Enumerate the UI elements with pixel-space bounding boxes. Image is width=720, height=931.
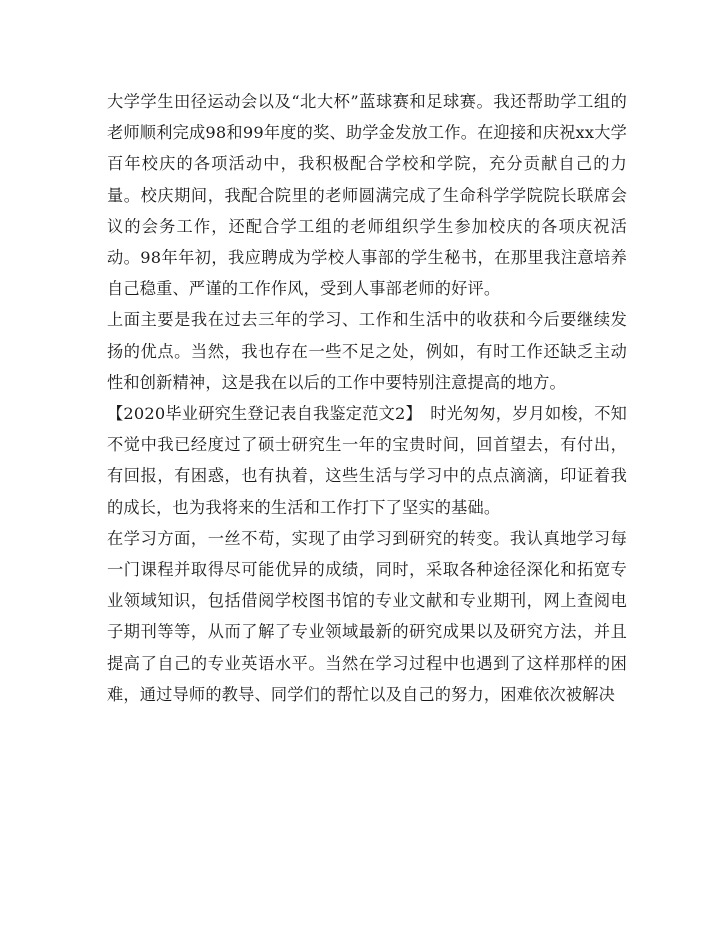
paragraph-sample-2-intro: 【2020毕业研究生登记表自我鉴定范文2】 时光匆匆，岁月如梭，不知不觉中我已经度过了硕士研究生一年的宝贵时间，回首望去，有付出，有回报，有困惑，也有执着，这些生活与学习中的点点滴滴，印证着我的成长，也为我将来的生活和工作打下了坚实的基础。 xyxy=(107,404,627,517)
paragraph-summary: 上面主要是我在过去三年的学习、工作和生活中的收获和今后要继续发扬的优点。当然，我也存在一些不足之处，例如，有时工作还缺乏主动性和创新精神，这是我在以后的工作中要特别注意提高的地方。 xyxy=(107,310,627,392)
body-text xyxy=(107,86,627,710)
paragraph-activities: 大学学生田径运动会以及“北大杯”蓝球赛和足球赛。我还帮助学工组的老师顺利完成98和99年度的奖、助学金发放工作。在迎接和庆祝xx大学百年校庆的各项活动中，我积极配合学校和学院，充分贡献自己的力量。校庆期间，我配合院里的老师圆满完成了生命科学学院院长联席会议的会务工作，还配合学工组的老师组织学生参加校庆的各项庆祝活动。98年年初，我应聘成为学校人事部的学生秘书，在那里我注意培养自己稳重、严谨的工作作风，受到人事部老师的好评。 xyxy=(107,92,627,299)
paragraph-study: 在学习方面，一丝不苟，实现了由学习到研究的转变。我认真地学习每一门课程并取得尽可能优异的成绩，同时，采取各种途径深化和拓宽专业领域知识，包括借阅学校图书馆的专业文献和专业期刊，网上查阅电子期刊等等，从而了解了专业领域最新的研究成果以及研究方法，并且提高了自己的专业英语水平。当然在学习过程中也遇到了这样那样的困难，通过导师的教导、同学们的帮忙以及自己的努力，困难依次被解决 xyxy=(107,528,627,704)
